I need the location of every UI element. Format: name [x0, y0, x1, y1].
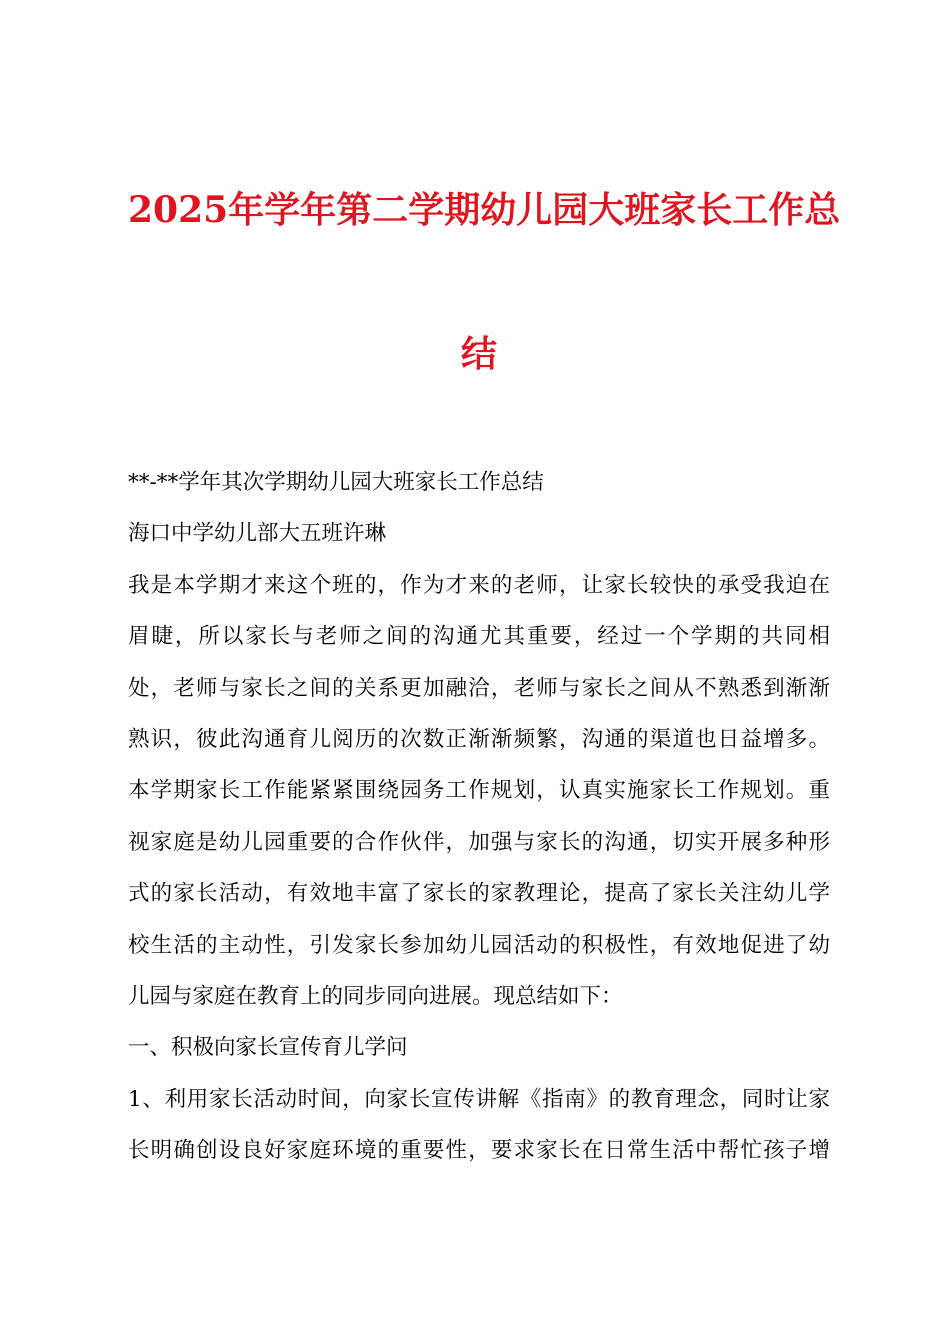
subtitle-line: **-**学年其次学期幼儿园大班家长工作总结 — [128, 470, 544, 495]
paragraph-line: 我是本学期才来这个班的，作为才来的老师，让家长较快的承受我迫在 — [128, 572, 830, 598]
paragraph-line: 眉睫，所以家长与老师之间的沟通尤其重要，经过一个学期的共同相 — [128, 624, 830, 650]
author-line: 海口中学幼儿部大五班许琳 — [128, 521, 387, 547]
paragraph-line: 校生活的主动性，引发家长参加幼儿园活动的积极性，有效地促进了幼 — [128, 932, 830, 958]
section-heading: 一、积极向家长宣传育儿学问 — [128, 1035, 408, 1061]
paragraph-line: 长明确创设良好家庭环境的重要性，要求家长在日常生活中帮忙孩子增 — [128, 1138, 830, 1164]
paragraph-line: 视家庭是幼儿园重要的合作伙伴，加强与家长的沟通，切实开展多种形 — [128, 829, 830, 855]
paragraph-line: 处，老师与家长之间的关系更加融洽，老师与家长之间从不熟悉到渐渐 — [128, 675, 830, 701]
document-title-line-2: 结 — [460, 333, 497, 375]
paragraph-line: 式的家长活动，有效地丰富了家长的家教理论，提高了家长关注幼儿学 — [128, 881, 830, 907]
paragraph-line: 本学期家长工作能紧紧围绕园务工作规划，认真实施家长工作规划。重 — [128, 778, 830, 804]
paragraph-line: 熟识，彼此沟通育儿阅历的次数正渐渐频繁，沟通的渠道也日益增多。 — [128, 726, 830, 752]
paragraph-line: 1、利用家长活动时间，向家长宣传讲解《指南》的教育理念，同时让家 — [128, 1086, 830, 1112]
document-title-line-1: 2025年学年第二学期幼儿园大班家长工作总 — [128, 189, 841, 231]
document-body — [128, 466, 830, 1185]
paragraph-line: 儿园与家庭在教育上的同步同向进展。现总结如下： — [128, 983, 623, 1009]
